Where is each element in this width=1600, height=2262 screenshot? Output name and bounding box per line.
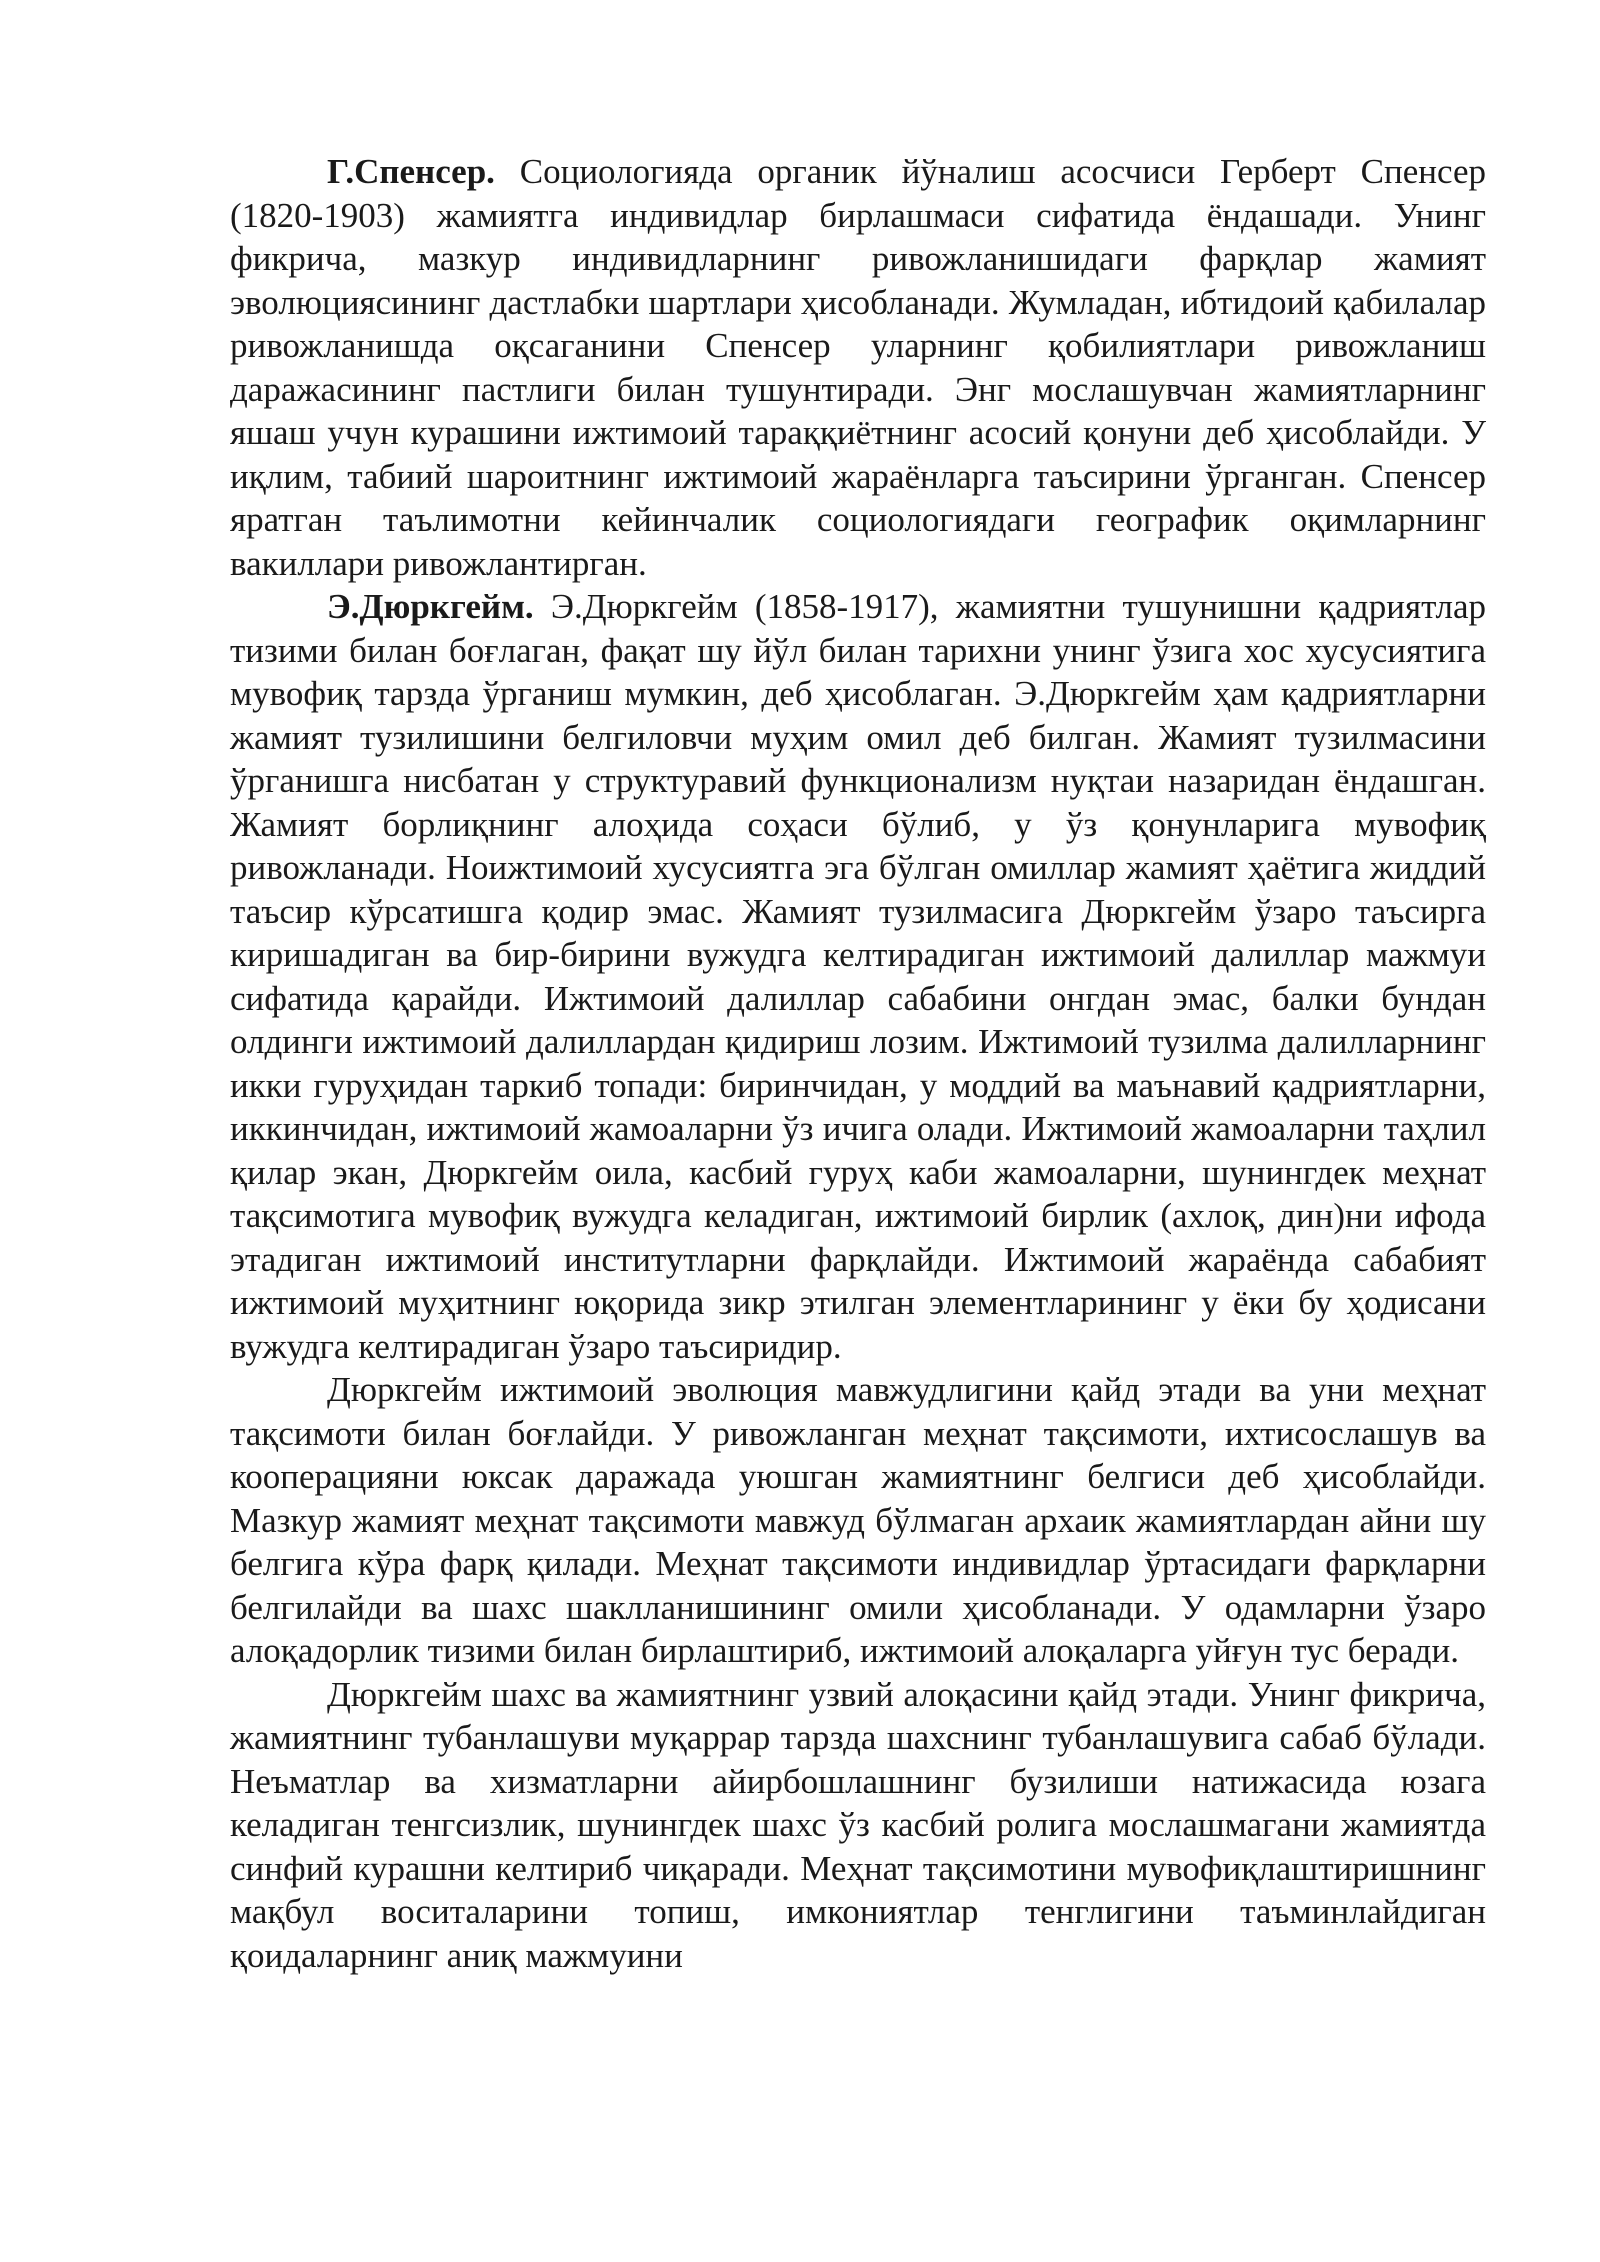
paragraph-evolution — [230, 1368, 1486, 1673]
paragraph-text: Э.Дюркгейм (1858-1917), жамиятни тушунишни қадриятлар тизими билан боғлаган, фақат шу йўл билан тарихни унинг ўзига хос хусусиятига мувофиқ тарзда ўрганиш мумкин, деб ҳисоблаган. Э.Дюркгейм ҳам қадриятларни жамият тузилишини белгиловчи муҳим омил деб билган. Жамият тузилмасини ўрганишга нисбатан у структуравий функционализм нуқтаи назаридан ёндашган. Жамият борлиқнинг алоҳида соҳаси бўлиб, у ўз қонунларига мувофиқ ривожланади. Ноижтимоий хусусиятга эга бўлган омиллар жамият ҳаётига жиддий таъсир кўрсатишга қодир эмас. Жамият тузилмасига Дюркгейм ўзаро таъсирга киришадиган ва бир-бирини вужудга келтирадиган ижтимоий далиллар мажмуи сифатида қарайди. Ижтимоий далиллар сабабини онгдан эмас, балки бундан олдинги ижтимоий далиллардан қидириш лозим. Ижтимоий тузилма далилларнинг икки гуруҳидан таркиб топади: биринчидан, у моддий ва маънавий қадриятларни, иккинчидан, ижтимоий жамоаларни ўз ичига олади. Ижтимоий жамоаларни таҳлил қилар экан, Дюркгейм оила, касбий гуруҳ каби жамоаларни, шунингдек меҳнат тақсимотига мувофиқ вужудга келадиган, ижтимоий бирлик (ахлоқ, дин)ни ифода этадиган ижтимоий институтларни фарқлайди. Ижтимоий жараёнда сабабият ижтимоий муҳитнинг юқорида зикр этилган элементларининг у ёки бу ҳодисани вужудга келтирадиган ўзаро таъсиридир. — [230, 587, 1486, 1366]
paragraph-heading: Э.Дюркгейм. — [327, 587, 534, 626]
paragraph-durkheim — [230, 585, 1486, 1368]
paragraph-text: Дюркгейм шахс ва жамиятнинг узвий алоқасини қайд этади. Унинг фикрича, жамиятнинг тубанлашуви муқаррар тарзда шахснинг тубанлашувига сабаб бўлади. Неъматлар ва хизматларни айирбошлашнинг бузилиши натижасида юзага келадиган тенгсизлик, шунингдек шахс ўз касбий ролига мослашмагани жамиятда синфий курашни келтириб чиқаради. Меҳнат тақсимотини мувофиқлаштиришнинг мақбул воситаларини топиш, имкониятлар тенглигини таъминлайдиган қоидаларнинг аниқ мажмуини — [230, 1674, 1486, 1975]
paragraph-individual-society — [230, 1673, 1486, 1978]
paragraph-text: Социологияда органик йўналиш асосчиси Герберт Спенсер (1820-1903) жамиятга индивидлар бирлашмаси сифатида ёндашади. Унинг фикрича, мазкур индивидларнинг ривожланишидаги фарқлар жамият эволюциясининг дастлабки шартлари ҳисобланади. Жумладан, ибтидоий қабилалар ривожланишда оқсаганини Спенсер уларнинг қобилиятлари ривожланиш даражасининг пастлиги билан тушунтиради. Энг мослашувчан жамиятларнинг яшаш учун курашини ижтимоий тараққиётнинг асосий қонуни деб ҳисоблайди. У иқлим, табиий шароитнинг ижтимоий жараёнларга таъсирини ўрганган. Спенсер яратган таълимотни кейинчалик социологиядаги географик оқимларнинг вакиллари ривожлантирган. — [230, 152, 1486, 583]
paragraph-heading: Г.Спенсер. — [327, 152, 495, 191]
document-page — [230, 150, 1486, 1977]
paragraph-text: Дюркгейм ижтимоий эволюция мавжудлигини қайд этади ва уни меҳнат тақсимоти билан боғлайди. У ривожланган меҳнат тақсимоти, ихтисослашув ва кооперацияни юксак даражада уюшган жамиятнинг белгиси деб ҳисоблайди. Мазкур жамият меҳнат тақсимоти мавжуд бўлмаган архаик жамиятлардан айни шу белгига кўра фарқ қилади. Меҳнат тақсимоти индивидлар ўртасидаги фарқларни белгилайди ва шахс шаклланишининг омили ҳисобланади. У одамларни ўзаро алоқадорлик тизими билан бирлаштириб, ижтимоий алоқаларга уйғун тус беради. — [230, 1370, 1486, 1670]
paragraph-spencer — [230, 150, 1486, 585]
